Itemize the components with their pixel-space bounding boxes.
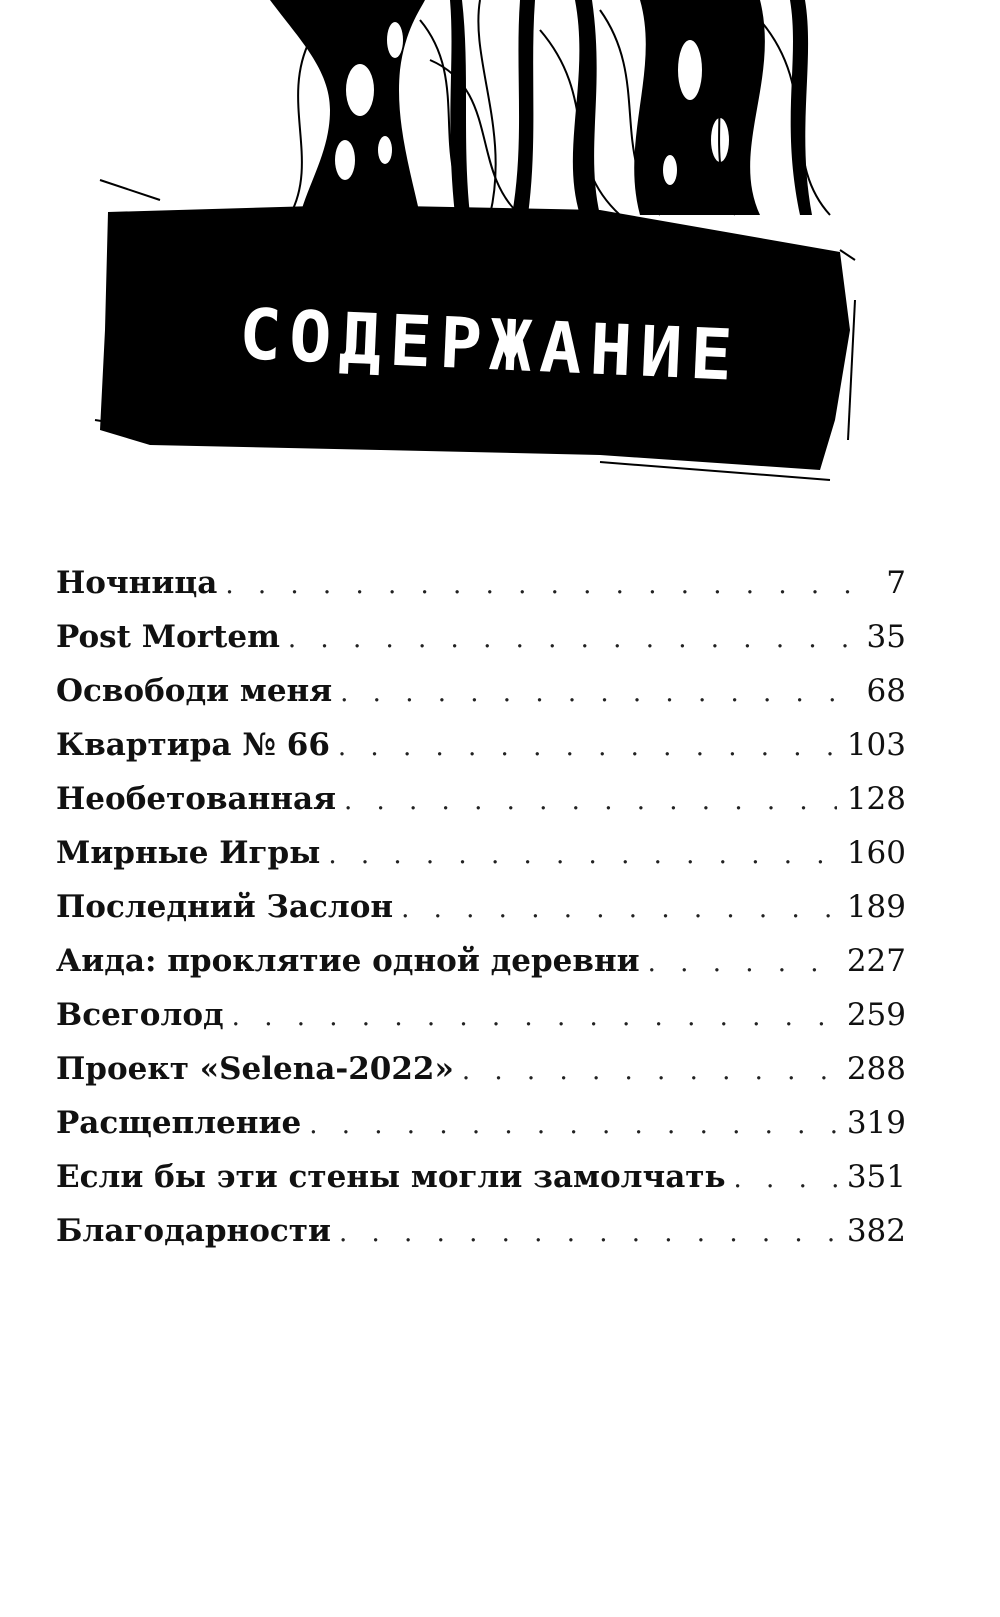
toc-entry-page: 189: [846, 889, 906, 925]
toc-entry[interactable]: [56, 1042, 906, 1096]
toc-entry-page: 160: [846, 835, 906, 871]
toc-entry-title: Освободи меня: [56, 673, 333, 709]
toc-entry-page: 128: [846, 781, 906, 817]
toc-entry-page: 382: [846, 1213, 906, 1249]
contents-banner: [110, 205, 870, 455]
toc-entry[interactable]: [56, 556, 906, 610]
toc-entry-title: Ночница: [56, 565, 218, 601]
page-title: СОДЕРЖАНИЕ: [237, 293, 743, 397]
toc-entry-title: Благодарности: [56, 1213, 331, 1249]
toc-entry-title: Необетованная: [56, 781, 336, 817]
toc-entry-page: 259: [846, 997, 906, 1033]
toc-entry[interactable]: [56, 718, 906, 772]
toc-entry-page: 319: [846, 1105, 906, 1141]
toc-entry-page: 351: [846, 1159, 906, 1195]
toc-entry-title: Расщепление: [56, 1105, 302, 1141]
dot-leader: [462, 1044, 837, 1098]
toc-entry[interactable]: [56, 1204, 906, 1258]
toc-entry-title: Последний Заслон: [56, 889, 394, 925]
toc-entry-title: Всеголод: [56, 997, 224, 1033]
toc-entry-title: Проект «Selena-2022»: [56, 1051, 454, 1087]
dot-leader: [288, 612, 856, 666]
table-of-contents: [56, 556, 906, 1258]
dot-leader: [339, 1206, 837, 1260]
dot-leader: [232, 990, 837, 1044]
toc-entry[interactable]: [56, 1096, 906, 1150]
toc-entry-title: Если бы эти стены могли замолчать: [56, 1159, 726, 1195]
toc-entry-page: 103: [846, 727, 906, 763]
toc-entry-page: 7: [886, 565, 906, 601]
toc-entry-page: 68: [866, 673, 906, 709]
toc-entry[interactable]: [56, 880, 906, 934]
dot-leader: [225, 558, 856, 612]
toc-entry[interactable]: [56, 826, 906, 880]
toc-entry[interactable]: [56, 934, 906, 988]
toc-entry-page: 227: [846, 943, 906, 979]
toc-entry-page: 288: [846, 1051, 906, 1087]
dot-leader: [648, 936, 837, 990]
dot-leader: [340, 666, 856, 720]
dot-leader: [734, 1152, 837, 1206]
dot-leader: [328, 828, 837, 882]
toc-entry-title: Мирные Игры: [56, 835, 321, 871]
dot-leader: [401, 882, 837, 936]
toc-entry-title: Квартира № 66: [56, 727, 330, 763]
toc-entry[interactable]: [56, 664, 906, 718]
toc-entry[interactable]: [56, 1150, 906, 1204]
toc-entry[interactable]: [56, 772, 906, 826]
toc-entry-title: Аида: проклятие одной деревни: [56, 943, 640, 979]
toc-entry[interactable]: [56, 988, 906, 1042]
dot-leader: [338, 720, 837, 774]
toc-entry-title: Post Mortem: [56, 619, 280, 655]
toc-entry[interactable]: [56, 610, 906, 664]
dot-leader: [344, 774, 837, 828]
dot-leader: [309, 1098, 837, 1152]
toc-entry-page: 35: [866, 619, 906, 655]
